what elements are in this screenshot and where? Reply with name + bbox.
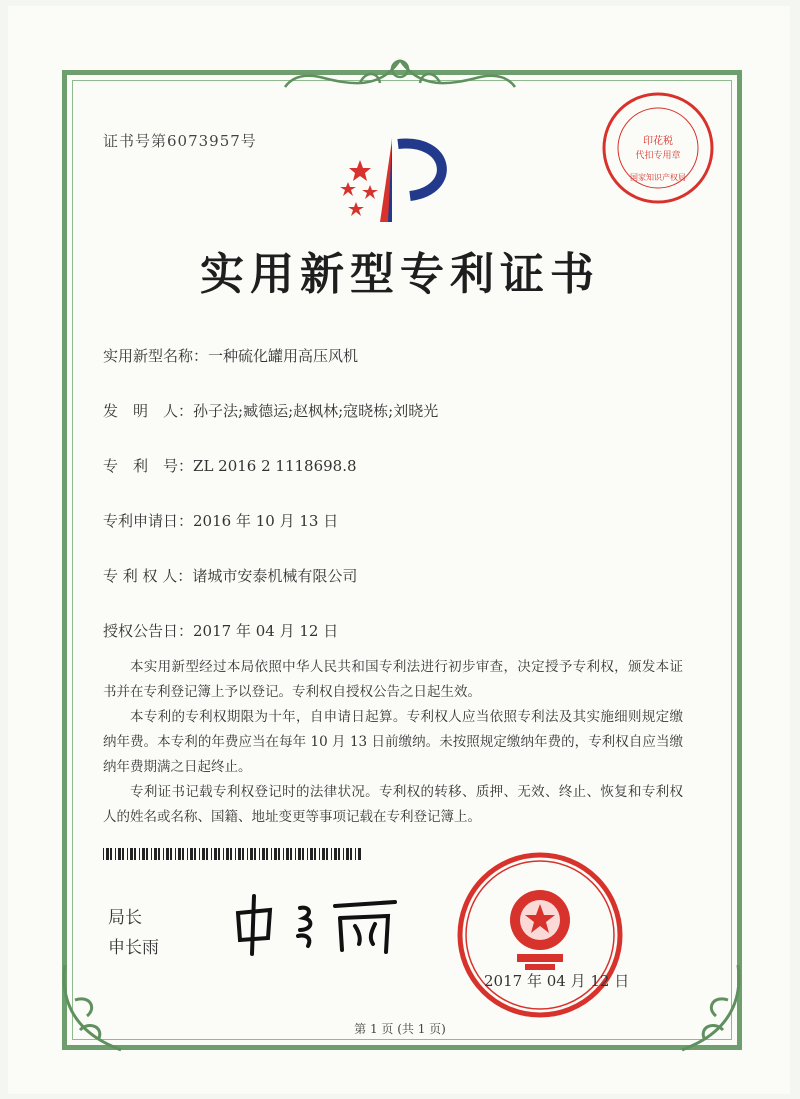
top-ornament: [280, 55, 520, 95]
barcode-bar: [146, 848, 148, 860]
barcode: [103, 848, 361, 860]
tax-stamp-line2: 代扣专用章: [635, 151, 681, 161]
field-value: 2016 年 10 月 13 日: [193, 512, 339, 530]
inventors-row: [103, 400, 438, 421]
field-label: 专 利 权 人：: [103, 567, 193, 585]
barcode-bar: [158, 848, 160, 860]
barcode-bar: [346, 848, 349, 860]
barcode-bar: [151, 848, 152, 860]
barcode-bar: [355, 848, 356, 860]
field-value: 2017 年 04 月 12 日: [193, 622, 339, 640]
tax-stamp-line3: 国家知识产权局: [630, 173, 686, 182]
barcode-bar: [202, 848, 205, 860]
barcode-bar: [218, 848, 220, 860]
barcode-bar: [271, 848, 272, 860]
barcode-bar: [254, 848, 256, 860]
barcode-bar: [278, 848, 280, 860]
barcode-bar: [214, 848, 217, 860]
field-label: 授权公告日：: [103, 622, 194, 640]
barcode-bar: [274, 848, 277, 860]
field-label: 专利申请日：: [103, 512, 194, 530]
barcode-bar: [242, 848, 244, 860]
barcode-bar: [103, 848, 104, 860]
application-date-row: [103, 510, 338, 531]
barcode-bar: [259, 848, 260, 860]
barcode-bar: [247, 848, 248, 860]
field-value: 诸城市安泰机械有限公司: [192, 567, 358, 585]
barcode-bar: [250, 848, 253, 860]
barcode-bar: [106, 848, 109, 860]
barcode-bar: [194, 848, 196, 860]
barcode-bar: [326, 848, 328, 860]
barcode-bar: [170, 848, 172, 860]
barcode-bar: [235, 848, 236, 860]
certificate-title: 实用新型专利证书: [200, 249, 600, 300]
barcode-bar: [175, 848, 176, 860]
bottom-right-ornament: [678, 960, 748, 1055]
barcode-bar: [298, 848, 301, 860]
barcode-bar: [118, 848, 121, 860]
patent-office-logo: [330, 130, 460, 230]
barcode-bar: [211, 848, 212, 860]
barcode-bar: [166, 848, 169, 860]
barcode-bar: [163, 848, 164, 860]
body-paragraph-2: 本专利的专利权期限为十年，自申请日起算。专利权人应当依照专利法及其实施细则规定缴纳年费。本专利的年费应当在每年 10 月 13 日前缴纳。未按照规定缴纳年费的，专利权自应当缴纳年费期满之日起终止。: [103, 709, 683, 775]
barcode-bar: [283, 848, 284, 860]
field-value: ZL 2016 2 1118698.8: [193, 457, 357, 475]
barcode-bar: [307, 848, 308, 860]
field-value: 一种硫化罐用高压风机: [208, 347, 359, 365]
handwritten-signature: [230, 888, 400, 958]
tax-stamp: [598, 88, 718, 208]
barcode-bar: [178, 848, 181, 860]
barcode-bar: [302, 848, 304, 860]
barcode-bar: [238, 848, 241, 860]
barcode-bar: [154, 848, 157, 860]
barcode-bar: [310, 848, 313, 860]
barcode-bar: [142, 848, 145, 860]
barcode-bar: [350, 848, 352, 860]
field-label: 发 明 人：: [103, 402, 194, 420]
page-number: 第 1 页 (共 1 页): [354, 1022, 446, 1036]
barcode-bar: [266, 848, 268, 860]
patent-number-row: [103, 455, 357, 476]
barcode-bar: [190, 848, 193, 860]
barcode-bar: [322, 848, 325, 860]
barcode-bar: [262, 848, 265, 860]
field-value: 孙子法;臧德运;赵枫林;寇晓栋;刘晓光: [193, 402, 439, 420]
barcode-bar: [127, 848, 128, 860]
barcode-bar: [223, 848, 224, 860]
barcode-bar: [290, 848, 292, 860]
field-label: 专 利 号：: [103, 457, 194, 475]
barcode-bar: [187, 848, 188, 860]
barcode-bar: [230, 848, 232, 860]
barcode-bar: [110, 848, 112, 860]
barcode-bar: [319, 848, 320, 860]
barcode-bar: [115, 848, 116, 860]
seal-date: 2017 年 04 月 12 日: [484, 972, 630, 990]
barcode-bar: [331, 848, 332, 860]
grant-date-row: [103, 620, 338, 641]
barcode-bar: [334, 848, 337, 860]
barcode-bar: [314, 848, 316, 860]
barcode-bar: [130, 848, 133, 860]
barcode-bar: [199, 848, 200, 860]
barcode-bar: [343, 848, 344, 860]
utility-model-name-row: [103, 345, 358, 366]
signatory-name: 申长雨: [108, 938, 159, 958]
barcode-bar: [295, 848, 296, 860]
barcode-bar: [226, 848, 229, 860]
barcode-bar: [182, 848, 184, 860]
body-paragraph-1: 本实用新型经过本局依照中华人民共和国专利法进行初步审查，决定授予专利权，颁发本证书并在专利登记簿上予以登记。专利权自授权公告之日起生效。: [103, 659, 683, 700]
barcode-bar: [122, 848, 124, 860]
barcode-bar: [338, 848, 340, 860]
official-seal: [455, 850, 625, 1020]
body-paragraph-3: 专利证书记载专利权登记时的法律状况。专利权的转移、质押、无效、终止、恢复和专利权人的姓名或名称、国籍、地址变更等事项记载在专利登记簿上。: [103, 784, 683, 825]
signatory-role: 局长: [108, 908, 142, 928]
tax-stamp-line1: 印花税: [643, 136, 673, 147]
field-label: 实用新型名称：: [103, 347, 209, 365]
patentee-row: [103, 565, 357, 586]
barcode-bar: [206, 848, 208, 860]
bottom-left-ornament: [55, 960, 125, 1055]
certificate-number: 证书号第6073957号: [103, 132, 257, 150]
barcode-bar: [139, 848, 140, 860]
barcode-bar: [358, 848, 361, 860]
barcode-bar: [134, 848, 136, 860]
barcode-bar: [286, 848, 289, 860]
